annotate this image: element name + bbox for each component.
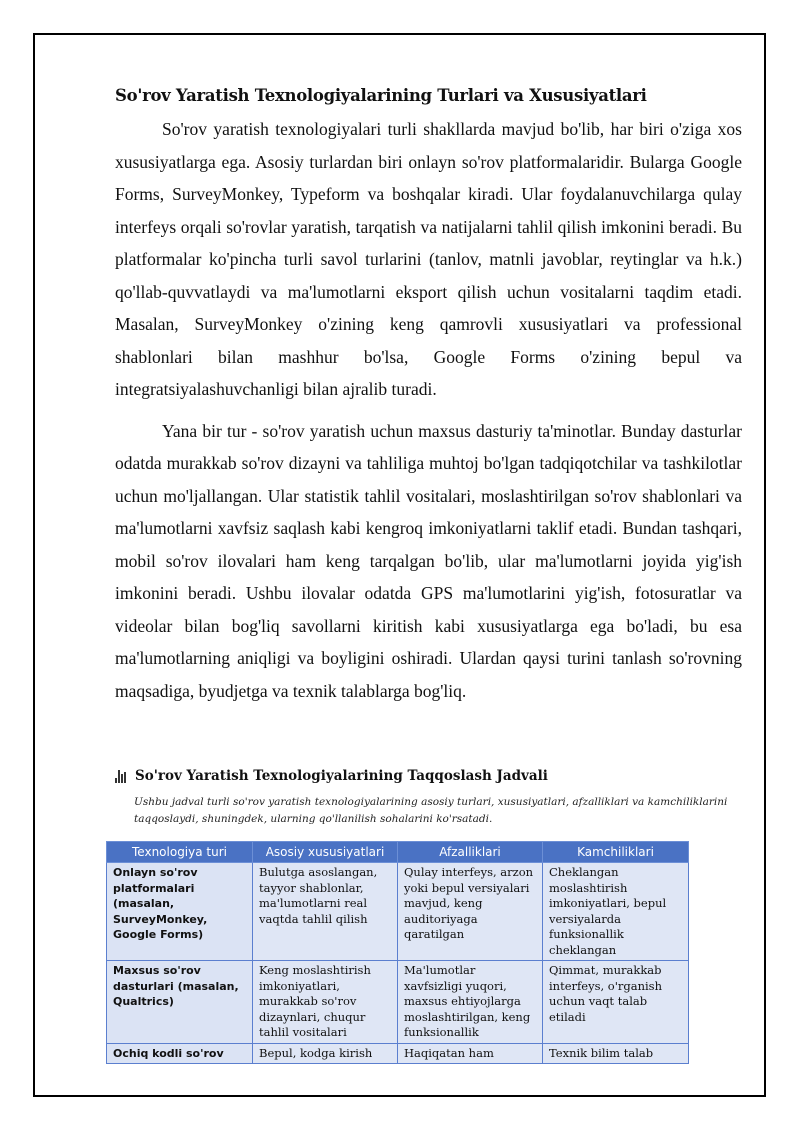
header-advantages: Afzalliklari (398, 842, 543, 863)
table-cell: Qulay interfeys, arzon yoki bepul versiyalari mavjud, keng auditoriyaga qaratilgan (398, 863, 543, 961)
section-title: So'rov Yaratish Texnologiyalarining Turlari va Xususiyatlari (115, 86, 647, 105)
table-cell: Cheklangan moslashtirish imkoniyatlari, bepul versiyalarda funksionallik cheklangan (543, 863, 689, 961)
table-heading (115, 768, 755, 784)
table-cell: Haqiqatan ham (398, 1043, 543, 1064)
table-row (107, 1043, 689, 1064)
table-row (107, 961, 689, 1044)
table-heading-text: So'rov Yaratish Texnologiyalarining Taqqoslash Jadvali (135, 768, 548, 784)
table-cell: Maxsus so'rov dasturlari (masalan, Qualtrics) (107, 961, 253, 1044)
table-description: Ushbu jadval turli so'rov yaratish texnologiyalarining asosiy turlari, xususiyatlari, afzalliklari va kamchiliklarini taqqoslaydi, shuningdek, ularning qo'llanilish sohalarini ko'rsatadi. (134, 796, 728, 825)
header-technology-type: Texnologiya turi (107, 842, 253, 863)
table-cell: Onlayn so'rov platformalari (masalan, SurveyMonkey, Google Forms) (107, 863, 253, 961)
table-row (107, 863, 689, 961)
paragraph-2: Yana bir tur - so'rov yaratish uchun maxsus dasturiy ta'minotlar. Bunday dasturlar odatda murakkab so'rov dizayni va tahliliga muhtoj bo'lgan tadqiqotchilar va tashkilotlar uchun mo'ljallangan. Ular statistik tahlil vositalari, moslashtirilgan so'rov shablonlari va ma'lumotlarni xavfsiz saqlash kabi kengroq imkoniyatlarni taklif etadi. Bundan tashqari, mobil so'rov ilovalari ham keng tarqalgan bo'lib, ular ma'lumotlarni joyida yig'ish imkonini beradi. Ushbu ilovalar odatda GPS ma'lumotlarini yig'ish, fotosuratlar va videolar bilan bog'liq savollarni kiritish kabi xususiyatlarga ega bo'ladi, bu esa ma'lumotlarning aniqligi va boyligini oshiradi. Ulardan qaysi turini tanlash so'rovning maqsadiga, byudjetga va texnik talablarga bog'liq. (115, 420, 742, 701)
bar-chart-icon (115, 770, 129, 783)
table-cell: Bepul, kodga kirish (253, 1043, 398, 1064)
table-cell: Ma'lumotlar xavfsizligi yuqori, maxsus ehtiyojlarga moslashtirilgan, keng funksionallik (398, 961, 543, 1044)
comparison-table (106, 841, 689, 1064)
table-cell: Bulutga asoslangan, tayyor shablonlar, ma'lumotlarni real vaqtda tahlil qilish (253, 863, 398, 961)
document-body (115, 86, 742, 716)
table-cell: Texnik bilim talab (543, 1043, 689, 1064)
paragraph-1: So'rov yaratish texnologiyalari turli shakllarda mavjud bo'lib, har biri o'ziga xos xususiyatlarga ega. Asosiy turlardan biri onlayn so'rov platformalaridir. Bularga Google Forms, SurveyMonkey, Typeform va boshqalar kiradi. Ular foydalanuvchilarga qulay interfeys orqali so'rovlar yaratish, tarqatish va natijalarni tahlil qilish imkonini beradi. Bu platformalar ko'pincha turli savol turlarini (tanlov, matnli javoblar, reytinglar va h.k.) qo'llab-quvvatlaydi va ma'lumotlarni eksport qilish uchun vositalarni taqdim etadi. Masalan, SurveyMonkey o'zining keng qamrovli xususiyatlari va professional shablonlari bilan mashhur bo'lsa, Google Forms o'zining bepul va integratsiyalashuvchanligi bilan ajralib turadi. (115, 119, 742, 399)
table-cell: Qimmat, murakkab interfeys, o'rganish uchun vaqt talab etiladi (543, 961, 689, 1044)
table-cell: Keng moslashtirish imkoniyatlari, murakkab so'rov dizaynlari, chuqur tahlil vositalari (253, 961, 398, 1044)
table-header-row (107, 842, 689, 863)
table-cell: Ochiq kodli so'rov (107, 1043, 253, 1064)
header-main-features: Asosiy xususiyatlari (253, 842, 398, 863)
header-disadvantages: Kamchiliklari (543, 842, 689, 863)
